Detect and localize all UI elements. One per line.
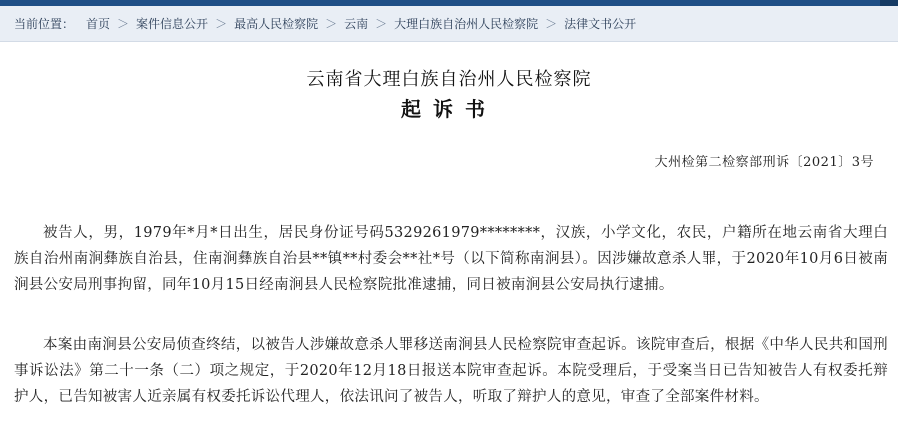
chevron-right-icon: ＞ (545, 17, 558, 31)
document-paragraph: 被告人，男，1979年*月*日出生，居民身份证号码5329261979********，汉族，小学文化，农民，户籍所在地云南省大理白族自治州南涧彝族自治县，住南涧彝族自治县**镇**村委会**社*号（以下简称南涧县）。因涉嫌故意杀人罪，于2020年10月6日被南涧县公安局刑事拘留，同年10月15日经南涧县人民检察院批准逮捕，同日被南涧县公安局执行逮捕。 (14, 224, 888, 293)
chevron-right-icon: ＞ (117, 17, 130, 31)
breadcrumb-legal-documents[interactable]: 法律文书公开 (564, 17, 637, 31)
chevron-right-icon: ＞ (375, 17, 388, 31)
document-number: 大州检第二检察部刑诉〔2021〕3号 (654, 155, 874, 170)
breadcrumb-dali-procuratorate[interactable]: 大理白族自治州人民检察院 (394, 17, 539, 31)
document-body (0, 43, 898, 430)
breadcrumb-case-info[interactable]: 案件信息公开 (136, 17, 209, 31)
document-title: 起诉书 (401, 97, 497, 121)
breadcrumb-prefix: 当前位置： (14, 17, 75, 31)
breadcrumb (0, 6, 898, 42)
breadcrumb-supreme-procuratorate[interactable]: 最高人民检察院 (234, 17, 319, 31)
breadcrumb-yunnan[interactable]: 云南 (344, 17, 369, 31)
chevron-right-icon: ＞ (325, 17, 338, 31)
breadcrumb-home[interactable]: 首页 (86, 17, 111, 31)
document-organization: 云南省大理白族自治州人民检察院 (306, 69, 592, 90)
document-paragraph: 本案由南涧县公安局侦查终结，以被告人涉嫌故意杀人罪移送南涧县人民检察院审查起诉。该院审查后，根据《中华人民共和国刑事诉讼法》第二十一条（二）项之规定，于2020年12月18日报送本院审查起诉。本院受理后，于受案当日已告知被告人有权委托辩护人，已告知被害人近亲属有权委托诉讼代理人，依法讯问了被告人，听取了辩护人的意见，审查了全部案件材料。 (14, 336, 888, 405)
chevron-right-icon: ＞ (215, 17, 228, 31)
